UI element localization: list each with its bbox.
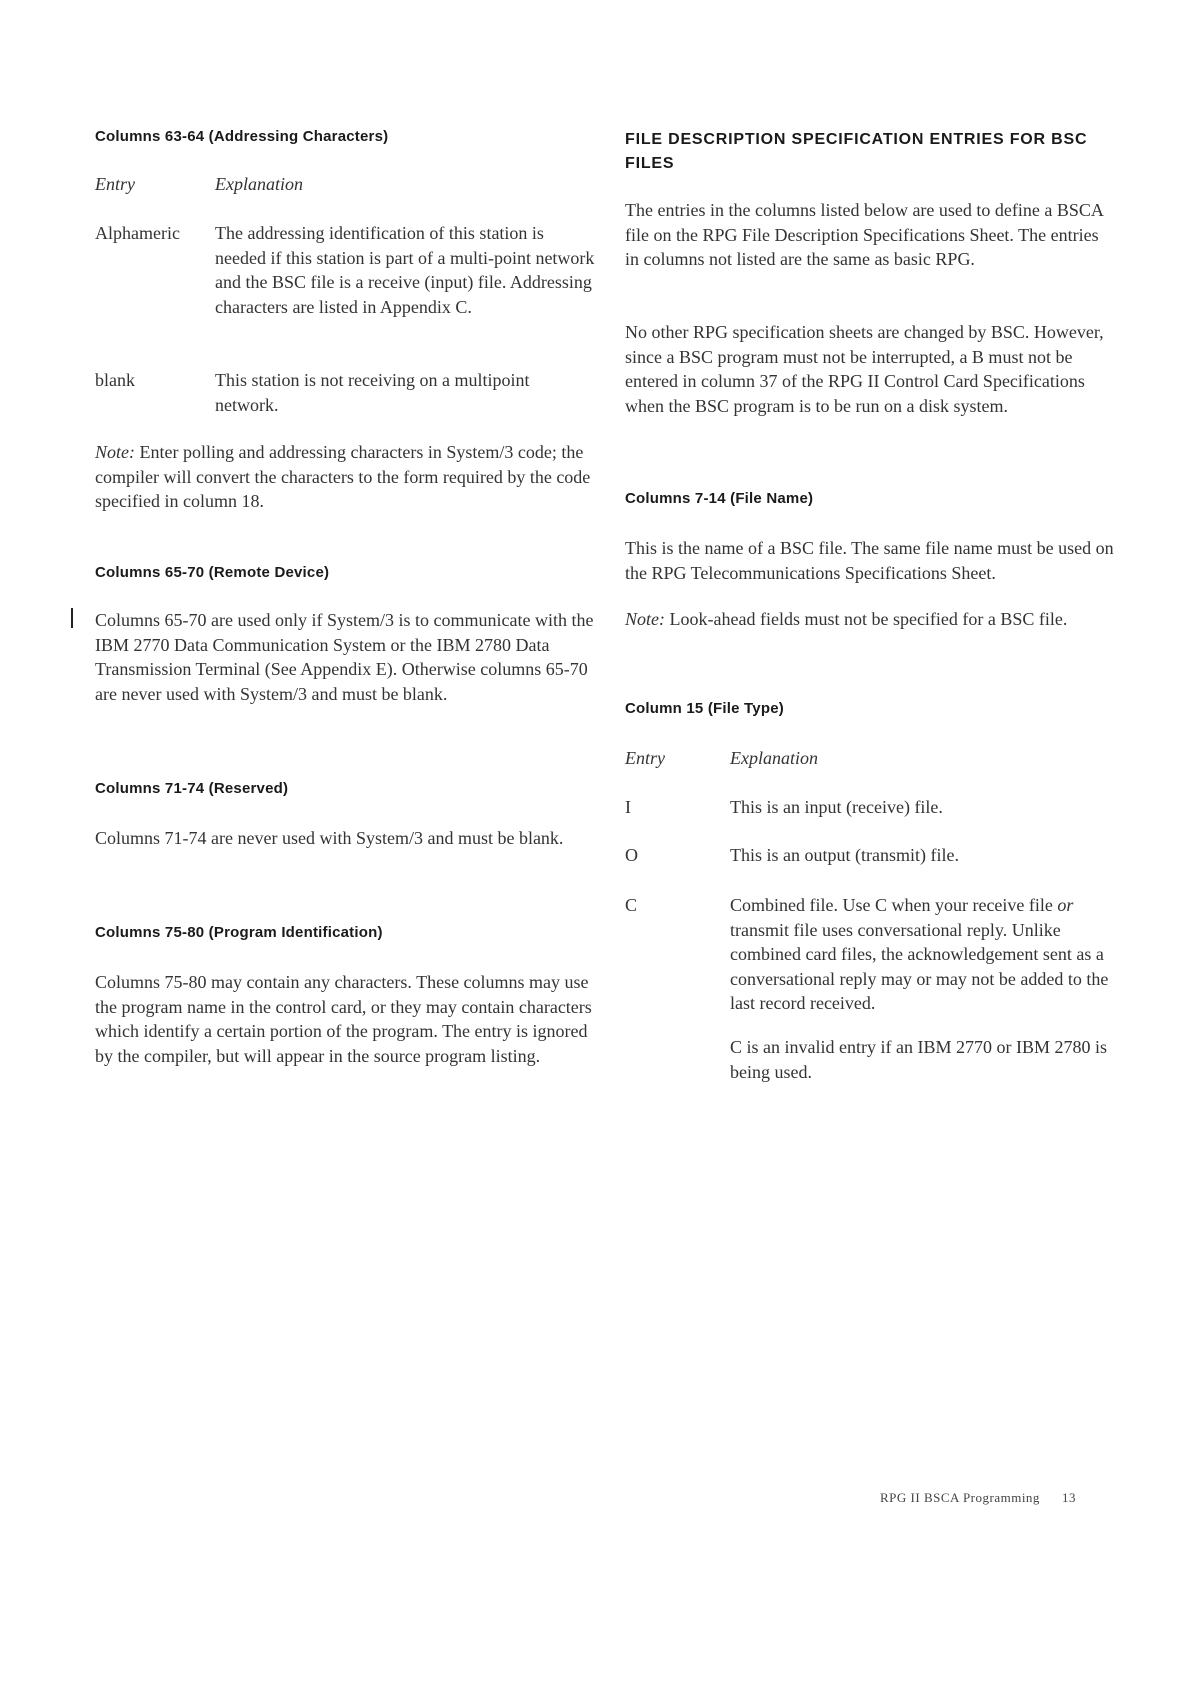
section-heading-reserved: Columns 71-74 (Reserved) [95,780,289,797]
section-heading-program-identification: Columns 75-80 (Program Identification) [95,924,383,941]
paragraph-file-name: This is the name of a BSC file. The same file name must be used on the RPG Telecommunications Specifications Sheet. [625,538,1114,583]
entry-explanation [730,893,1115,1016]
section-heading-file-name: Columns 7-14 (File Name) [625,490,814,507]
section-heading-remote-device: Columns 65-70 (Remote Device) [95,564,330,581]
paragraph-remote-device: Columns 65-70 are used only if System/3 is to communicate with the IBM 2770 Data Communication System or the IBM 2780 Data Transmission Terminal (See Appendix E). Otherwise columns 65-70 are never used with System/3 and must be blank. [95,610,594,704]
entry-column-label: Entry [625,748,665,768]
revision-bar [71,608,73,628]
entry-key: Alphameric [95,223,180,243]
entry-key: C [625,895,638,915]
page-footer [880,1490,1120,1506]
text-fragment: transmit file uses conversational reply. Unlike combined card files, the acknowledgement sent as a conversational reply may or may not be added to the last record received. [730,919,1109,1013]
entry-key: O [625,845,638,865]
entry-key: I [625,797,631,817]
paragraph-invalid-entry: C is an invalid entry if an IBM 2770 or IBM 2780 is being used. [730,1037,1107,1082]
footer-title: RPG II BSCA Programming [880,1490,1040,1505]
paragraph-reserved: Columns 71-74 are never used with System/3 and must be blank. [95,828,564,848]
explanation-column-label: Explanation [730,748,818,768]
note-label: Note: [625,609,665,629]
paragraph-restrictions: No other RPG specification sheets are changed by BSC. However, since a BSC program must not be interrupted, a B must not be entered in column 37 of the RPG II Control Card Specifications when the BSC program is to be run on a disk system. [625,322,1104,416]
entry-column-label: Entry [95,174,135,194]
explanation-column-label: Explanation [215,174,303,194]
section-heading-file-type: Column 15 (File Type) [625,700,784,717]
entry-key: blank [95,370,135,390]
entry-explanation: This is an input (receive) file. [730,797,943,817]
note-text: Look-ahead fields must not be specified for a BSC file. [669,609,1068,629]
text-fragment: Combined file. Use C when your receive file [730,895,1058,915]
page-number: 13 [1061,1490,1076,1505]
entry-explanation: The addressing identification of this station is needed if this station is part of a multi-point network and the BSC file is a receive (input) file. Addressing characters are listed in Appendix C. [215,223,595,317]
section-heading-addressing: Columns 63-64 (Addressing Characters) [95,128,389,145]
note-file-name [625,607,1115,632]
note-addressing [95,440,595,514]
note-text: Enter polling and addressing characters in System/3 code; the compiler will convert the characters to the form required by the code specified in column 18. [95,442,591,511]
entry-explanation: This station is not receiving on a multipoint network. [215,370,530,415]
emphasis-or: or [1057,895,1074,915]
main-heading: FILE DESCRIPTION SPECIFICATION ENTRIES FOR BSC FILES [625,131,1088,172]
paragraph-intro: The entries in the columns listed below are used to define a BSCA file on the RPG File Description Specifications Sheet. The entries in columns not listed are the same as basic RPG. [625,200,1103,269]
paragraph-program-identification: Columns 75-80 may contain any characters. These columns may use the program name in the control card, or they may contain characters which identify a certain portion of the program. The entry is ignored by the compiler, but will appear in the source program listing. [95,972,592,1066]
entry-explanation: This is an output (transmit) file. [730,845,959,865]
note-label: Note: [95,442,135,462]
